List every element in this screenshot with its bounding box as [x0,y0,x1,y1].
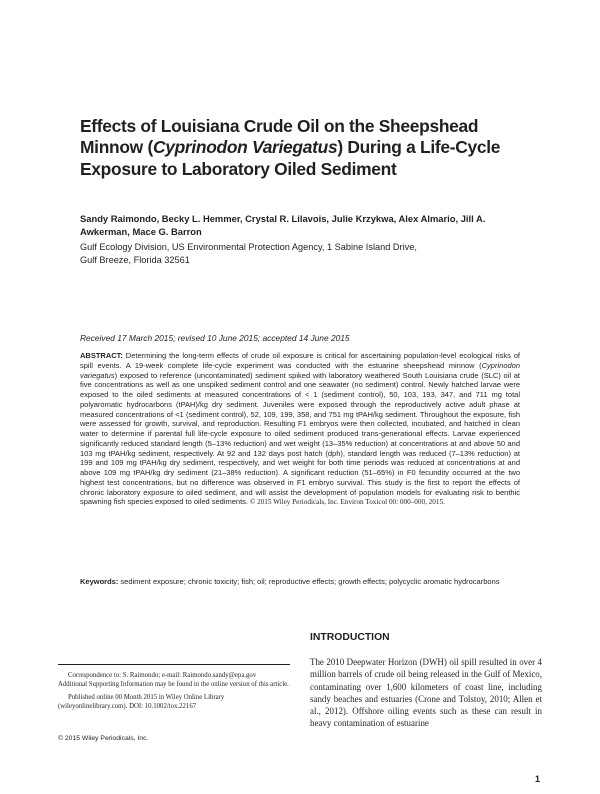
publication-note: Published online 00 Month 2015 in Wiley Online Library (wileyonlinelibrary.com). DOI: 10.1002/tox.22167 [58,694,225,711]
footnotes [58,671,290,711]
affiliation [80,241,520,267]
introduction-heading: INTRODUCTION [310,632,390,643]
introduction-body: The 2010 Deepwater Horizon (DWH) oil spill resulted in over 4 million barrels of crude oil being released in the Gulf of Mexico, contaminating over 1,600 kilometers of coast line, including sandy beaches and estuaries (Crone and Tolstoy, 2010; Allen et al., 2012). Offshore oiling events such as these can result in heavy contamination of estuarine [310,657,542,729]
article-title [80,116,520,180]
supporting-info-note: Additional Supporting Information may be found in the online version of this article. [58,681,289,689]
title-species: Cyprinodon Variegatus [152,137,338,158]
author-list: Sandy Raimondo, Becky L. Hemmer, Crystal R. Lilavois, Julie Krzykwa, Alex Almario, Jill A. Awkerman, Mace G. Barron [80,213,486,237]
title-part1: Effects of Louisiana Crude Oil on the Sheepshead Minnow ( [80,116,479,158]
page-number: 1 [535,774,541,784]
title-part2: ) During a Life-Cycle Exposure to Laboratory Oiled Sediment [80,137,501,179]
keywords-label: Keywords: [80,577,119,586]
abstract-label: ABSTRACT: [80,351,123,360]
copyright-notice: © 2015 Wiley Periodicals, Inc. [58,735,149,742]
abstract-text-2: ) exposed to reference (uncontaminated) sediment spiked with laboratory weathered South Louisiana crude (SLC) oil at five concentrations as well as one unspiked sediment control and one seawater (no sediment) control. Newly hatched larvae were exposed to the oiled sediments at measured concentrations of < 1 (sediment control), 50, 103, 193, 347, and 711 mg total polyaromatic hydrocarbons (tPAH)/kg dry sediment. Juveniles were exposed through the reproductively active adult phase at measured concentrations of <1 (sediment control), 52, 109, 199, 358, and 751 mg tPAH/kg sediment. Throughout the exposure, fish were assessed for growth, survival, and reproduction. Resulting F1 embryos were then collected, incubated, and hatched in clean water to determine if parental full life-cycle exposure to oiled sediment produced trans-generational effects. Larvae experienced significantly reduced standard length (5–13% reduction) and wet weight (13–35% reduction) at concentrations at and above 50 and 103 mg tPAH/kg sediment, respectively. At 92 and 132 days post hatch (dph), standard length was reduced (7–13% reduction) at 199 and 109 mg tPAH/kg dry sediment, respectively, and wet weight for both time periods was reduced at concentrations at and above 109 mg tPAH/kg dry sediment (21–38% reduction). A significant reduction (51–65%) in F0 fecundity occurred at the two highest test concentrations, but no difference was observed in F1 embryo survival. This study is the first to report the effects of chronic laboratory exposure to oiled sediment, and will assist the development of population models for evaluating risk to benthic spawning fish species exposed to oiled sediments. [80,370,520,507]
abstract-citation: © 2015 Wiley Periodicals, Inc. Environ Toxicol 00: 000–000, 2015. [248,498,445,507]
footnote-divider [58,664,290,665]
abstract [80,351,520,508]
affiliation-line1: Gulf Ecology Division, US Environmental Protection Agency, 1 Sabine Island Drive, [80,242,417,252]
correspondence-note: Correspondence to: S. Raimondo; e-mail: Raimondo.sandy@epa.gov [68,672,257,679]
keywords [80,577,520,587]
abstract-text-1: Determining the long-term effects of crude oil exposure is critical for ascertaining population-level ecological risks of spill events. A 19-week complete life-cycle experiment was conducted with the estuarine sheepshead minnow ( [80,351,520,370]
abstract-species: Cyprinodon variegatus [80,360,520,380]
affiliation-line2: Gulf Breeze, Florida 32561 [80,255,190,265]
received-dates: Received 17 March 2015; revised 10 June 2015; accepted 14 June 2015 [80,333,350,343]
keywords-text: sediment exposure; chronic toxicity; fish; oil; reproductive effects; growth effects; polycyclic aromatic hydrocarbons [118,577,500,586]
